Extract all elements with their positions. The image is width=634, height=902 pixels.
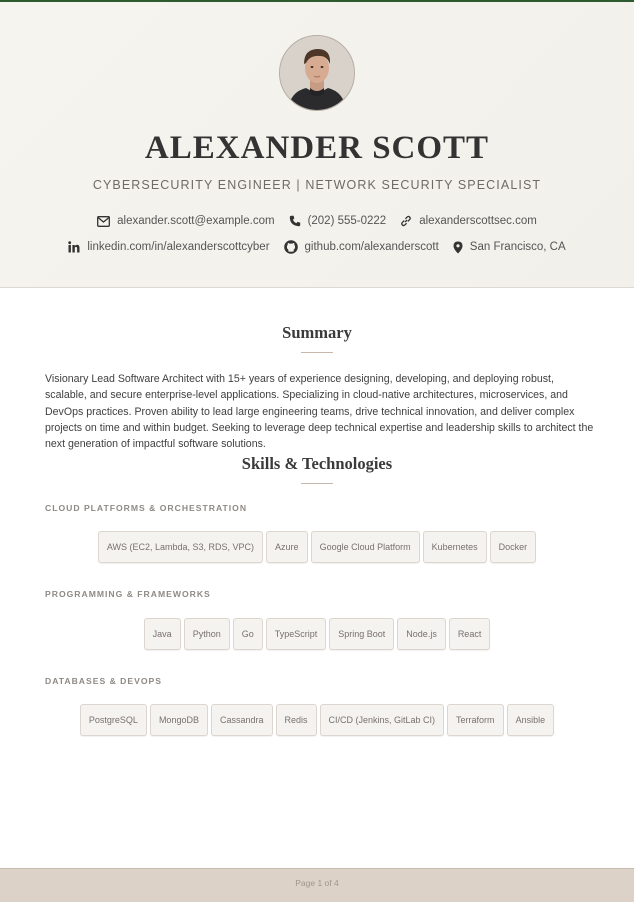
skill-category-label: DATABASES & DEVOPS: [45, 676, 162, 686]
envelope-icon: [97, 216, 110, 227]
skill-tag-row-databases: [0, 704, 634, 736]
summary-text: Visionary Lead Software Architect with 15+ years of experience designing, developing, and deploying robust, scalable, and secure enterprise-level applications. Specializing in cloud-native architectures, microservices, and DevOps practices. Proven ability to lead large engineering teams, drive technical innovation, and deliver complex projects on time and within budget. Seeking to leverage deep technical expertise and leadership skills to architect the next generation of impactful software solutions.: [45, 373, 594, 451]
skill-tag: Spring Boot: [329, 618, 394, 650]
skill-tag: Terraform: [447, 704, 504, 736]
phone-link[interactable]: [289, 215, 387, 227]
skill-tag: CI/CD (Jenkins, GitLab CI): [320, 704, 445, 736]
location-text: San Francisco, CA: [469, 241, 566, 253]
avatar: [279, 35, 355, 111]
website-link[interactable]: [400, 215, 537, 227]
skill-tag: Docker: [490, 531, 537, 563]
skill-category-label: PROGRAMMING & FRAMEWORKS: [45, 589, 211, 599]
linkedin-text: linkedin.com/in/alexanderscottcyber: [87, 241, 270, 253]
skill-tag: Google Cloud Platform: [311, 531, 420, 563]
skills-heading-rule: [301, 483, 333, 484]
location-item: [453, 241, 566, 254]
skill-tag-row-cloud: [0, 531, 634, 563]
skill-tag: Java: [144, 618, 181, 650]
resume-header: [0, 2, 634, 288]
skill-tag: AWS (EC2, Lambda, S3, RDS, VPC): [98, 531, 263, 563]
skill-tag: Python: [184, 618, 230, 650]
location-pin-icon: [453, 241, 463, 254]
skill-tag: Go: [233, 618, 263, 650]
email-text: alexander.scott@example.com: [117, 215, 275, 227]
skill-tag: React: [449, 618, 491, 650]
skill-tag-row-programming: [0, 618, 634, 650]
skill-tag: Azure: [266, 531, 308, 563]
email-link[interactable]: [97, 215, 274, 227]
skill-tag: Kubernetes: [423, 531, 487, 563]
summary-heading: Summary: [282, 323, 352, 342]
linkedin-link[interactable]: [68, 241, 269, 253]
contact-row-secondary: [0, 240, 634, 254]
skill-tag: Cassandra: [211, 704, 273, 736]
skill-tag: Node.js: [397, 618, 446, 650]
github-link[interactable]: [284, 240, 439, 254]
skill-tag: TypeScript: [266, 618, 327, 650]
summary-heading-rule: [301, 352, 333, 353]
website-text: alexanderscottsec.com: [419, 215, 537, 227]
phone-text: (202) 555-0222: [307, 215, 387, 227]
candidate-name: ALEXANDER SCOTT: [144, 130, 490, 166]
skill-tag: Redis: [276, 704, 317, 736]
github-icon: [284, 240, 298, 254]
page-number: Page 1 of 4: [295, 878, 339, 888]
skill-tag: PostgreSQL: [80, 704, 147, 736]
link-icon: [400, 215, 412, 227]
skills-heading: Skills & Technologies: [241, 454, 393, 473]
linkedin-icon: [68, 241, 80, 253]
contact-row-primary: [0, 215, 634, 227]
skill-tag: Ansible: [507, 704, 555, 736]
skill-tag: MongoDB: [150, 704, 208, 736]
skill-category-label: CLOUD PLATFORMS & ORCHESTRATION: [45, 503, 248, 513]
phone-icon: [289, 215, 301, 227]
github-text: github.com/alexanderscott: [304, 241, 439, 253]
candidate-title: CYBERSECURITY ENGINEER | NETWORK SECURITY SPECIALIST: [92, 178, 542, 192]
